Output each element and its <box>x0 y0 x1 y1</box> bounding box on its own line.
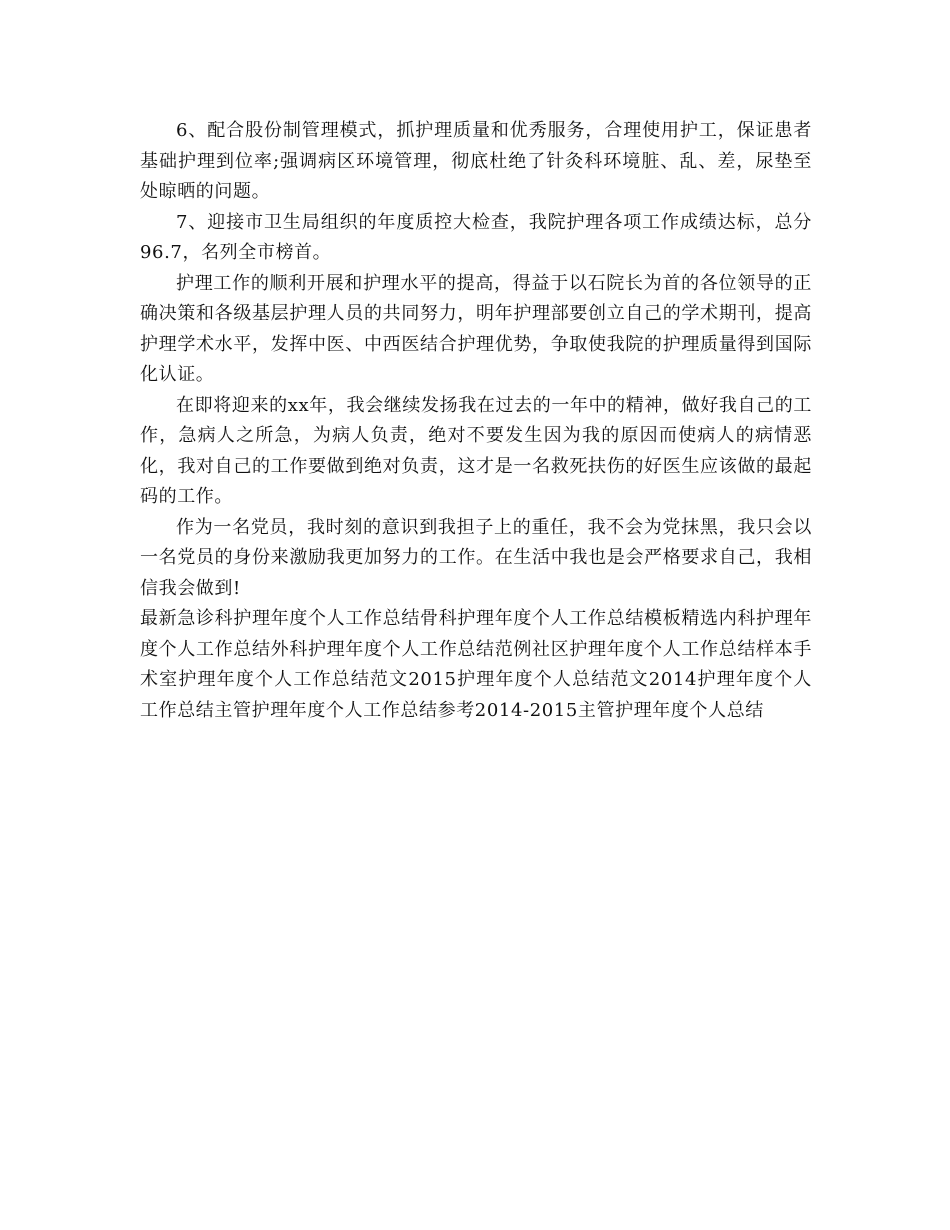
paragraph-next-year: 在即将迎来的xx年，我会继续发扬我在过去的一年中的精神，做好我自己的工作，急病人之所急，为病人负责，绝对不要发生因为我的原因而使病人的病情恶化，我对自己的工作要做到绝对负责，这才是一名救死扶伤的好医生应该做的最起码的工作。 <box>140 394 812 507</box>
paragraph-item-7: 7、迎接市卫生局组织的年度质控大检查，我院护理各项工作成绩达标，总分96.7，名列全市榜首。 <box>140 211 812 263</box>
document-page <box>140 116 812 726</box>
paragraph-item-6: 6、配合股份制管理模式，抓护理质量和优秀服务，合理使用护工，保证患者基础护理到位率;强调病区环境管理，彻底杜绝了针灸科环境脏、乱、差，尿垫至处晾晒的问题。 <box>140 120 812 202</box>
related-articles-list: 最新急诊科护理年度个人工作总结骨科护理年度个人工作总结模板精选内科护理年度个人工作总结外科护理年度个人工作总结范例社区护理年度个人工作总结样本手术室护理年度个人工作总结范文2015护理年度个人总结范文2014护理年度个人工作总结主管护理年度个人工作总结参考2014-2015主管护理年度个人总结 <box>140 608 812 721</box>
paragraph-party-member: 作为一名党员，我时刻的意识到我担子上的重任，我不会为党抹黑，我只会以一名党员的身份来激励我更加努力的工作。在生活中我也是会严格要求自己，我相信我会做到! <box>140 516 812 599</box>
paragraph-acknowledgement: 护理工作的顺利开展和护理水平的提高，得益于以石院长为首的各位领导的正确决策和各级基层护理人员的共同努力，明年护理部要创立自己的学术期刊，提高护理学术水平，发挥中医、中西医结合护理优势，争取使我院的护理质量得到国际化认证。 <box>140 272 812 385</box>
